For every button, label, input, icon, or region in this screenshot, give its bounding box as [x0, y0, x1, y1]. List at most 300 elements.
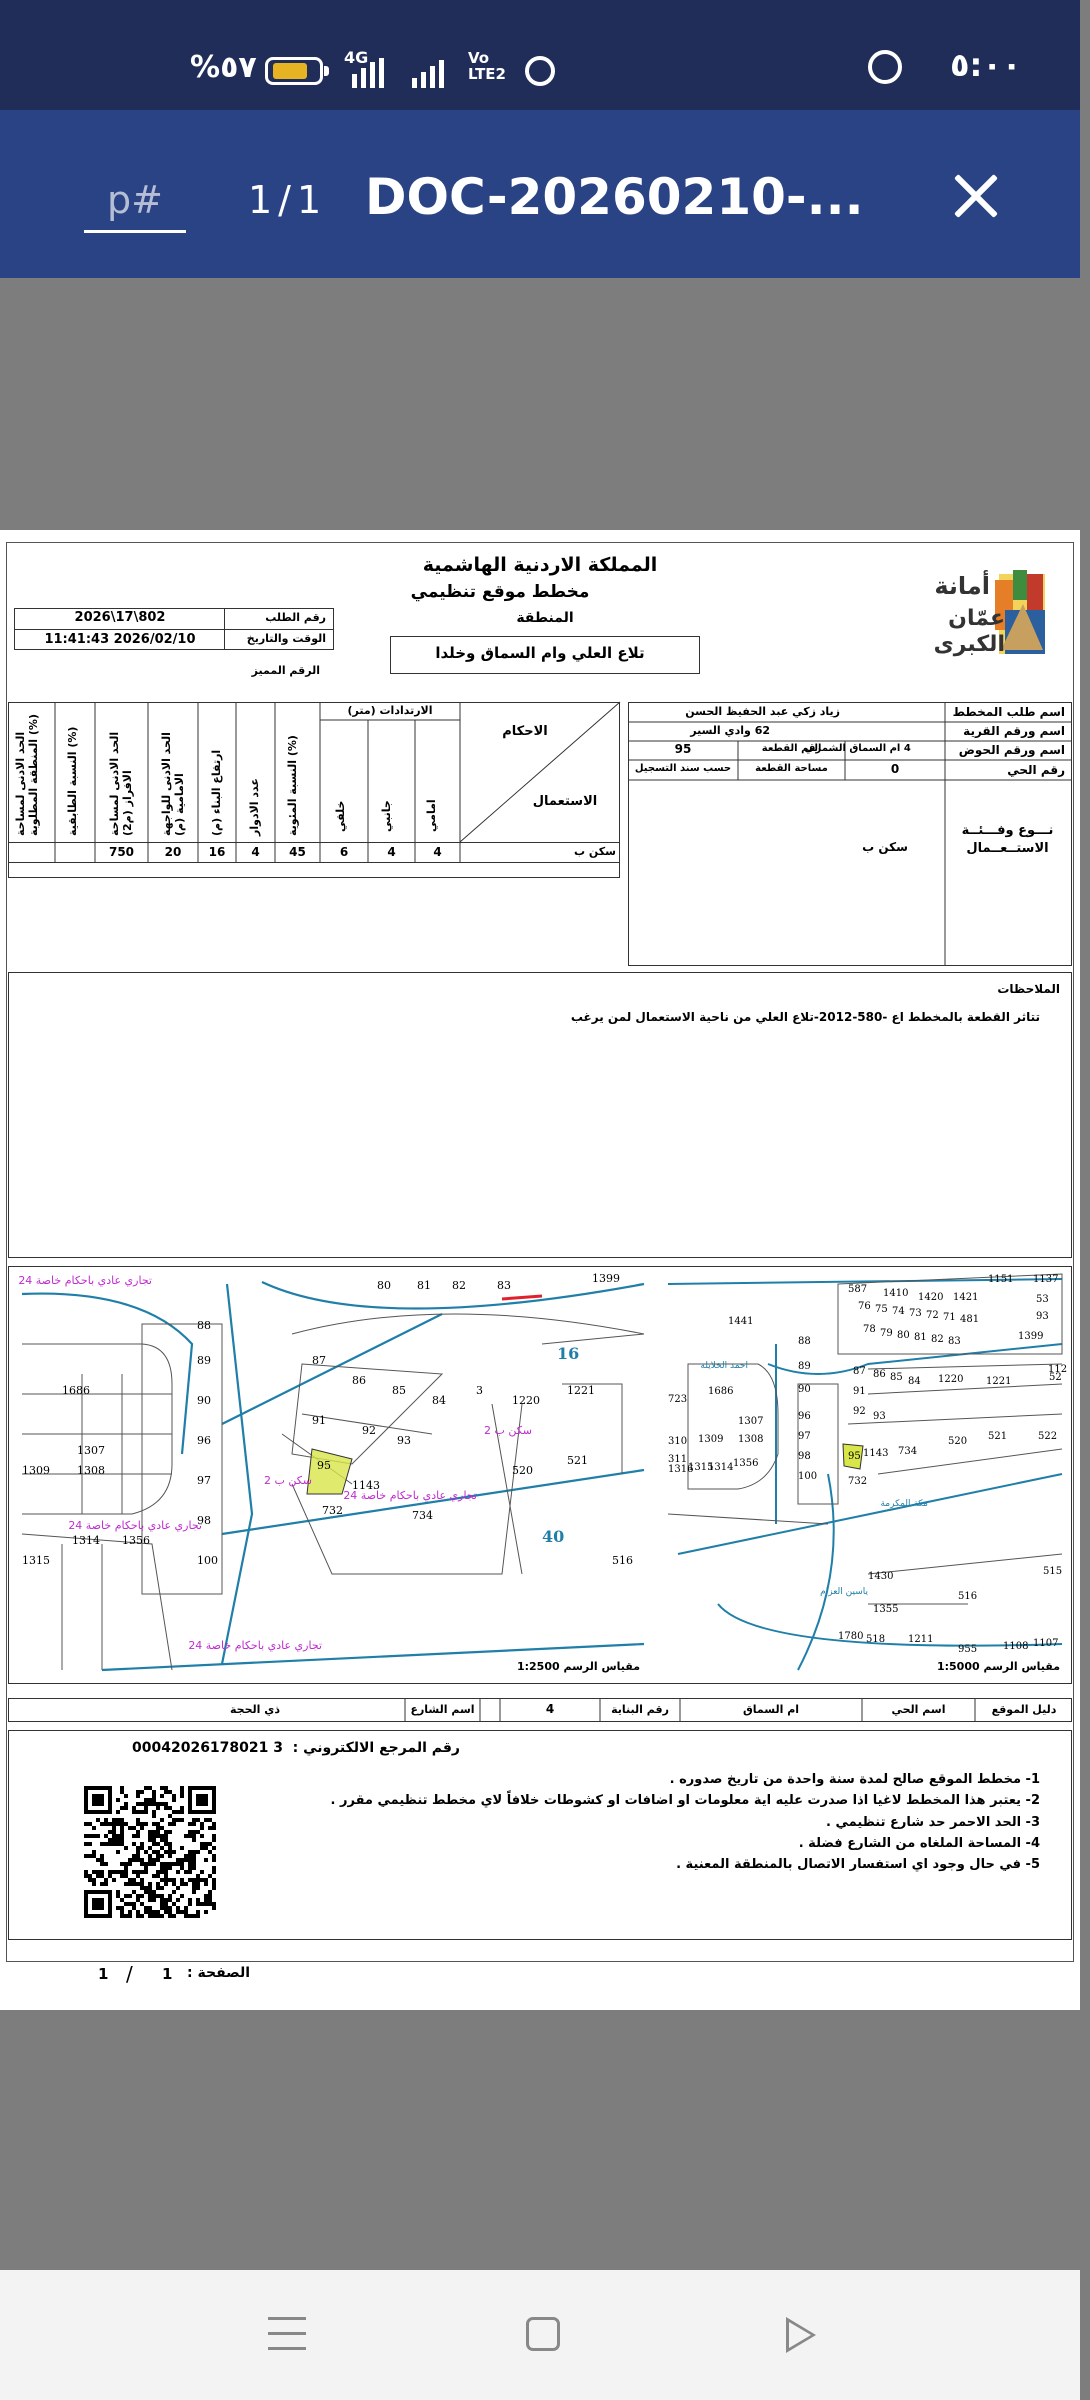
qr-module — [116, 1842, 120, 1846]
qr-module — [168, 1814, 172, 1818]
plot-boundary — [668, 1514, 828, 1524]
qr-module — [212, 1902, 216, 1906]
qr-module — [176, 1886, 180, 1890]
qr-module — [120, 1806, 124, 1810]
qr-module — [168, 1910, 172, 1914]
qr-module — [172, 1822, 176, 1826]
qr-module — [208, 1842, 212, 1846]
qr-module — [148, 1882, 152, 1886]
map-label: 311 — [668, 1454, 688, 1465]
right-map-scale: مقياس الرسم 1:5000 — [936, 1660, 1060, 1673]
qr-module — [184, 1834, 188, 1838]
map-label: 723 — [668, 1394, 688, 1405]
map-label: 481 — [960, 1314, 980, 1325]
height-value: 16 — [208, 845, 226, 859]
qr-module — [128, 1902, 132, 1906]
qr-module — [204, 1882, 208, 1886]
qr-module — [128, 1914, 132, 1918]
qr-module — [172, 1798, 176, 1802]
qr-module — [188, 1862, 192, 1866]
qr-module — [132, 1890, 136, 1894]
qr-module — [188, 1830, 192, 1834]
qr-module — [168, 1790, 172, 1794]
use-header: الاستعمال — [532, 794, 598, 809]
viewer-header — [0, 110, 1080, 278]
qr-module — [120, 1906, 124, 1910]
qr-module — [116, 1890, 120, 1894]
doc-title: مخطط موقع تنظيمي — [410, 582, 590, 602]
map-label: 87 — [853, 1366, 866, 1377]
map-label: 52 — [1049, 1372, 1062, 1383]
qr-module — [196, 1882, 200, 1886]
qr-module — [148, 1894, 152, 1898]
map-road — [768, 1344, 1062, 1374]
facade-value: 20 — [164, 845, 182, 859]
map-label: 96 — [798, 1411, 811, 1422]
page-separator: / — [126, 1962, 133, 1986]
qr-module — [104, 1882, 108, 1886]
qr-module — [152, 1798, 156, 1802]
qr-module — [188, 1902, 192, 1906]
qr-module — [116, 1818, 120, 1822]
map-label: 75 — [875, 1304, 888, 1315]
qr-module — [164, 1790, 168, 1794]
qr-module — [180, 1810, 184, 1814]
qr-module — [92, 1850, 96, 1854]
qr-module — [160, 1802, 164, 1806]
map-label: 520 — [948, 1436, 968, 1447]
qr-module — [212, 1822, 216, 1826]
note-2: 2- يعتبر هذا المخطط لاغيا اذا صدرت عليه اية معلومات او اضافات او كشوطات خلافاً لاي مخطط تنظيمي مقرر . — [330, 1793, 1040, 1808]
qr-module — [120, 1830, 124, 1834]
qr-module — [148, 1838, 152, 1842]
qr-module — [176, 1810, 180, 1814]
qr-module — [116, 1822, 120, 1826]
street-label: احمد الخلايله — [700, 1361, 748, 1371]
qr-module — [148, 1834, 152, 1838]
signal-icon — [412, 58, 444, 88]
qr-module — [132, 1810, 136, 1814]
qr-module — [140, 1894, 144, 1898]
request-datetime-label: الوقت والتاريخ — [246, 632, 326, 645]
map-label: 1421 — [953, 1292, 979, 1303]
qr-module — [116, 1850, 120, 1854]
network-type: 4G — [344, 48, 369, 67]
qr-module — [200, 1846, 204, 1850]
qr-module — [132, 1826, 136, 1830]
qr-module — [132, 1858, 136, 1862]
qr-module — [156, 1910, 160, 1914]
qr-module — [192, 1862, 196, 1866]
qr-module — [136, 1830, 140, 1834]
qr-module — [184, 1914, 188, 1918]
qr-module — [168, 1822, 172, 1826]
map-label: 82 — [452, 1279, 466, 1292]
qr-module — [164, 1866, 168, 1870]
back-icon[interactable] — [786, 2317, 816, 2353]
basin-label: اسم ورقم الحوض — [958, 743, 1065, 757]
qr-module — [196, 1902, 200, 1906]
qr-module — [176, 1906, 180, 1910]
qr-module — [188, 1854, 192, 1858]
qr-finder — [92, 1794, 104, 1806]
qr-module — [196, 1898, 200, 1902]
min-dev-header: الحد الادنى لمساحة المنطقة المطلوبة (%) — [14, 714, 40, 836]
qr-module — [112, 1818, 116, 1822]
signal-icon — [352, 58, 384, 88]
map-label: 88 — [197, 1319, 211, 1332]
applicant-label: اسم طلب المخطط — [952, 705, 1065, 719]
zone-label: تجاري عادي باحكام خاصة 24 — [188, 1639, 322, 1652]
qr-module — [120, 1862, 124, 1866]
qr-module — [140, 1842, 144, 1846]
qr-module — [156, 1874, 160, 1878]
qr-module — [196, 1878, 200, 1882]
qr-module — [136, 1874, 140, 1878]
qr-module — [156, 1886, 160, 1890]
map-label: 1399 — [1018, 1331, 1044, 1342]
map-label: 734 — [898, 1446, 918, 1457]
qr-module — [96, 1818, 100, 1822]
qr-module — [172, 1818, 176, 1822]
plot-value: 95 — [674, 742, 692, 756]
map-label: 80 — [377, 1279, 391, 1292]
qr-module — [192, 1822, 196, 1826]
map-label: 84 — [908, 1376, 921, 1387]
map-label: 83 — [948, 1336, 961, 1347]
qr-module — [124, 1882, 128, 1886]
map-label: 310 — [668, 1436, 688, 1447]
region-name: تلاع العلي وام السماق وخلدا — [435, 644, 645, 662]
qr-module — [120, 1838, 124, 1842]
location-guide-label: دليل الموقع — [991, 1703, 1057, 1716]
qr-module — [212, 1886, 216, 1890]
qr-module — [156, 1806, 160, 1810]
qr-module — [168, 1914, 172, 1918]
map-label: 1356 — [733, 1458, 759, 1469]
qr-module — [140, 1882, 144, 1886]
request-number-label: رقم الطلب — [265, 611, 326, 624]
zone-label: سكن ب 2 — [483, 1424, 532, 1437]
battery-percentage: %٥٧ — [190, 50, 257, 85]
qr-module — [200, 1870, 204, 1874]
floors-value: 4 — [251, 845, 260, 859]
front-value: 4 — [433, 845, 442, 859]
close-icon[interactable] — [945, 166, 1005, 226]
qr-module — [160, 1866, 164, 1870]
map-label: 1309 — [698, 1434, 724, 1445]
qr-module — [152, 1834, 156, 1838]
qr-module — [212, 1854, 216, 1858]
map-label: 40 — [542, 1527, 565, 1546]
qr-code[interactable] — [84, 1786, 216, 1918]
map-label: 92 — [853, 1406, 866, 1417]
plot-boundary — [868, 1364, 1062, 1369]
qr-module — [156, 1842, 160, 1846]
qr-module — [132, 1854, 136, 1858]
qr-module — [128, 1910, 132, 1914]
qr-module — [124, 1870, 128, 1874]
qr-module — [168, 1830, 172, 1834]
map-label: 80 — [897, 1330, 910, 1341]
qr-module — [100, 1842, 104, 1846]
qr-module — [188, 1914, 192, 1918]
qr-module — [156, 1914, 160, 1918]
document-page — [0, 530, 1080, 2010]
qr-module — [188, 1858, 192, 1862]
home-icon[interactable] — [526, 2317, 560, 2351]
qr-module — [144, 1802, 148, 1806]
qr-module — [92, 1882, 96, 1886]
qr-module — [208, 1874, 212, 1878]
qr-module — [112, 1878, 116, 1882]
qr-module — [128, 1894, 132, 1898]
plot-boundary — [868, 1384, 1062, 1394]
qr-module — [108, 1822, 112, 1826]
qr-module — [184, 1910, 188, 1914]
qr-module — [140, 1886, 144, 1890]
qr-module — [120, 1818, 124, 1822]
qr-module — [156, 1822, 160, 1826]
map-label: 16 — [557, 1344, 580, 1363]
map-label: 1308 — [738, 1434, 764, 1445]
map-label: 93 — [1036, 1311, 1049, 1322]
qr-module — [212, 1878, 216, 1882]
qr-module — [140, 1810, 144, 1814]
qr-module — [212, 1858, 216, 1862]
qr-module — [108, 1830, 112, 1834]
qr-module — [120, 1826, 124, 1830]
qr-module — [100, 1882, 104, 1886]
qr-module — [204, 1894, 208, 1898]
qr-module — [132, 1882, 136, 1886]
qr-module — [144, 1906, 148, 1910]
map-label: 86 — [873, 1369, 886, 1380]
notes-text: تتاثر القطعة بالمخطط اع -580-2012-تلاع العلي من ناحية الاستعمال لمن يرغب — [570, 1010, 1040, 1024]
qr-module — [180, 1846, 184, 1850]
special-number-label: الرقم المميز — [251, 664, 320, 677]
plot-boundary — [292, 1314, 644, 1334]
map-label: 1314 — [72, 1534, 100, 1547]
qr-module — [96, 1834, 100, 1838]
qr-module — [208, 1902, 212, 1906]
qr-module — [172, 1850, 176, 1854]
reference-number: 00042026178021 3 — [132, 1740, 283, 1756]
qr-module — [176, 1898, 180, 1902]
qr-module — [140, 1822, 144, 1826]
qr-module — [88, 1878, 92, 1882]
qr-module — [84, 1874, 88, 1878]
qr-module — [160, 1786, 164, 1790]
qr-module — [124, 1806, 128, 1810]
qr-module — [184, 1870, 188, 1874]
qr-module — [144, 1806, 148, 1810]
qr-module — [172, 1862, 176, 1866]
building-label: رقم البناية — [611, 1703, 669, 1716]
qr-module — [204, 1818, 208, 1822]
qr-module — [112, 1834, 116, 1838]
qr-module — [176, 1858, 180, 1862]
map-label: 100 — [798, 1471, 818, 1482]
map-label: 1307 — [77, 1444, 105, 1457]
alarm-icon — [525, 56, 555, 86]
qr-module — [188, 1898, 192, 1902]
map-label: 1315 — [22, 1554, 50, 1567]
document-title: DOC-20260210-... — [365, 168, 864, 226]
page-current: 1 — [162, 1965, 173, 1983]
qr-module — [136, 1802, 140, 1806]
map-label: 1686 — [708, 1386, 734, 1397]
qr-module — [140, 1902, 144, 1906]
qr-module — [100, 1858, 104, 1862]
whatsapp-icon — [868, 50, 902, 84]
qr-module — [192, 1886, 196, 1890]
right-map — [668, 1274, 1068, 1670]
qr-module — [140, 1790, 144, 1794]
recent-apps-icon[interactable] — [268, 2317, 306, 2351]
qr-module — [116, 1906, 120, 1910]
qr-module — [196, 1914, 200, 1918]
qr-module — [192, 1882, 196, 1886]
map-label: 1108 — [1003, 1641, 1029, 1652]
qr-module — [100, 1854, 104, 1858]
map-label: 1441 — [728, 1316, 754, 1327]
qr-module — [204, 1858, 208, 1862]
qr-module — [156, 1858, 160, 1862]
qr-module — [148, 1786, 152, 1790]
map-label: 1308 — [77, 1464, 105, 1477]
qr-module — [164, 1786, 168, 1790]
qr-module — [124, 1794, 128, 1798]
map-label: 83 — [497, 1279, 511, 1292]
reference-label: رقم المرجع الالكتروني : — [292, 1740, 460, 1756]
district-name: ام السماق — [742, 1703, 800, 1716]
map-label: 1430 — [868, 1571, 894, 1582]
qr-module — [96, 1870, 100, 1874]
qr-module — [164, 1874, 168, 1878]
right-map-drawing — [668, 1274, 1068, 1670]
building-number: 4 — [545, 1702, 555, 1716]
qr-module — [128, 1862, 132, 1866]
qr-module — [164, 1882, 168, 1886]
area-value: حسب سند التسجيل — [634, 763, 732, 774]
qr-module — [208, 1850, 212, 1854]
map-label: 955 — [958, 1644, 978, 1655]
qr-module — [168, 1878, 172, 1882]
height-header: ارتفاع البناء (م) — [210, 749, 223, 836]
map-label: 1151 — [988, 1274, 1014, 1285]
qr-module — [144, 1862, 148, 1866]
left-map — [18, 1272, 644, 1670]
back-value: 6 — [339, 845, 349, 859]
qr-module — [160, 1862, 164, 1866]
qr-module — [124, 1902, 128, 1906]
qr-module — [120, 1898, 124, 1902]
map-label: 97 — [197, 1474, 211, 1487]
qr-module — [132, 1902, 136, 1906]
map-label: 93 — [873, 1411, 886, 1422]
qr-module — [136, 1894, 140, 1898]
qr-module — [168, 1866, 172, 1870]
qr-module — [156, 1882, 160, 1886]
qr-module — [204, 1846, 208, 1850]
qr-module — [104, 1818, 108, 1822]
qr-module — [120, 1790, 124, 1794]
qr-module — [152, 1850, 156, 1854]
qr-module — [100, 1822, 104, 1826]
qr-module — [204, 1842, 208, 1846]
map-label: 91 — [312, 1414, 326, 1427]
qr-module — [144, 1910, 148, 1914]
map-label: 1221 — [567, 1384, 595, 1397]
qr-module — [120, 1786, 124, 1790]
district-name-label: اسم الحي — [891, 1703, 946, 1716]
front-header: امامي — [425, 799, 438, 832]
qr-module — [192, 1834, 196, 1838]
qr-module — [136, 1818, 140, 1822]
note-5: 5- في حال وجود اي استفسار الاتصال بالمنطقة المعنية . — [676, 1857, 1040, 1872]
qr-module — [140, 1870, 144, 1874]
qr-module — [168, 1846, 172, 1850]
map-label: 74 — [892, 1306, 905, 1317]
qr-module — [136, 1834, 140, 1838]
map-label: 91 — [853, 1386, 866, 1397]
map-label: 1420 — [918, 1292, 944, 1303]
min-area-value: 750 — [108, 845, 135, 859]
qr-module — [144, 1870, 148, 1874]
qr-module — [208, 1898, 212, 1902]
zone-label: تجاري عادي باحكام خاصة 24 — [68, 1519, 202, 1532]
qr-module — [168, 1806, 172, 1810]
side-header: جانبي — [380, 800, 393, 832]
qr-module — [160, 1894, 164, 1898]
applicant-value: زياد زكي عبد الحفيظ الحسن — [685, 705, 840, 718]
qr-module — [160, 1914, 164, 1918]
qr-module — [192, 1858, 196, 1862]
qr-module — [152, 1814, 156, 1818]
qr-module — [156, 1826, 160, 1830]
usage-label: نـــوع وفـــئــة الاستــعــمال — [961, 823, 1054, 856]
qr-module — [192, 1850, 196, 1854]
qr-module — [180, 1806, 184, 1810]
qr-module — [212, 1870, 216, 1874]
qr-module — [92, 1870, 96, 1874]
basin-value: 4 ام السماق الشمالي — [804, 743, 911, 754]
map-label: 1314 — [708, 1462, 734, 1473]
logo-text-2: عمّان الكبرى — [933, 606, 1005, 657]
map-label: 734 — [412, 1509, 433, 1522]
qr-module — [212, 1882, 216, 1886]
rules-header: الاحكام — [502, 724, 548, 739]
map-label: 518 — [866, 1634, 886, 1645]
village-label: اسم ورقم القرية — [963, 724, 1065, 738]
zone-label: تجاري عادي باحكام خاصة 24 — [343, 1489, 477, 1502]
qr-module — [180, 1910, 184, 1914]
qr-module — [116, 1810, 120, 1814]
page-search-input[interactable]: p# — [84, 170, 186, 233]
map-label: 93 — [397, 1434, 411, 1447]
map-label: 71 — [943, 1312, 956, 1323]
usage-value: سكن ب — [862, 840, 908, 854]
qr-module — [156, 1834, 160, 1838]
qr-module — [192, 1854, 196, 1858]
qr-module — [144, 1822, 148, 1826]
note-1: 1- مخطط الموقع صالح لمدة سنة واحدة من تاريخ صدوره . — [669, 1772, 1040, 1787]
qr-module — [152, 1910, 156, 1914]
map-label: 520 — [512, 1464, 533, 1477]
qr-module — [204, 1878, 208, 1882]
map-label: 1309 — [22, 1464, 50, 1477]
